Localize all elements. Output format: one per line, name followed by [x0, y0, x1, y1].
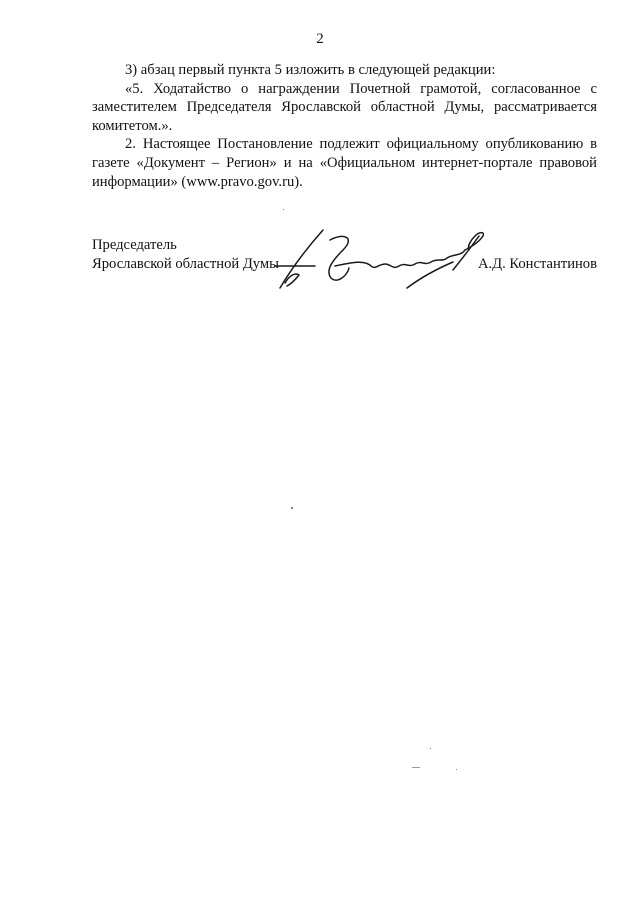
signatory-name: А.Д. Константинов	[477, 256, 597, 272]
scan-speck	[283, 209, 284, 210]
paragraph-amendment-text: «5. Ходатайство о награждении Почетной грамотой, согласованное с заместителем Председателя Ярославской областной Думы, рассматривается комитетом.».	[92, 80, 597, 134]
scan-speck	[430, 748, 431, 749]
scan-speck	[456, 769, 457, 770]
paragraph-publication: 2. Настоящее Постановление подлежит официальному опубликованию в газете «Документ – Регион» и на «Официальном интернет-портале правовой информации» (www.pravo.gov.ru).	[92, 136, 597, 190]
signatory-title-line-1: Председатель	[92, 237, 177, 253]
paragraph-amendment-intro: 3) абзац первый пункта 5 изложить в следующей редакции:	[125, 62, 496, 78]
handwritten-signature	[275, 226, 500, 296]
scan-speck	[291, 507, 293, 509]
document-body	[92, 61, 597, 191]
page-number: 2	[316, 31, 324, 47]
signatory-title-line-2: Ярославской областной Думы	[92, 256, 279, 272]
scan-speck	[412, 767, 420, 768]
